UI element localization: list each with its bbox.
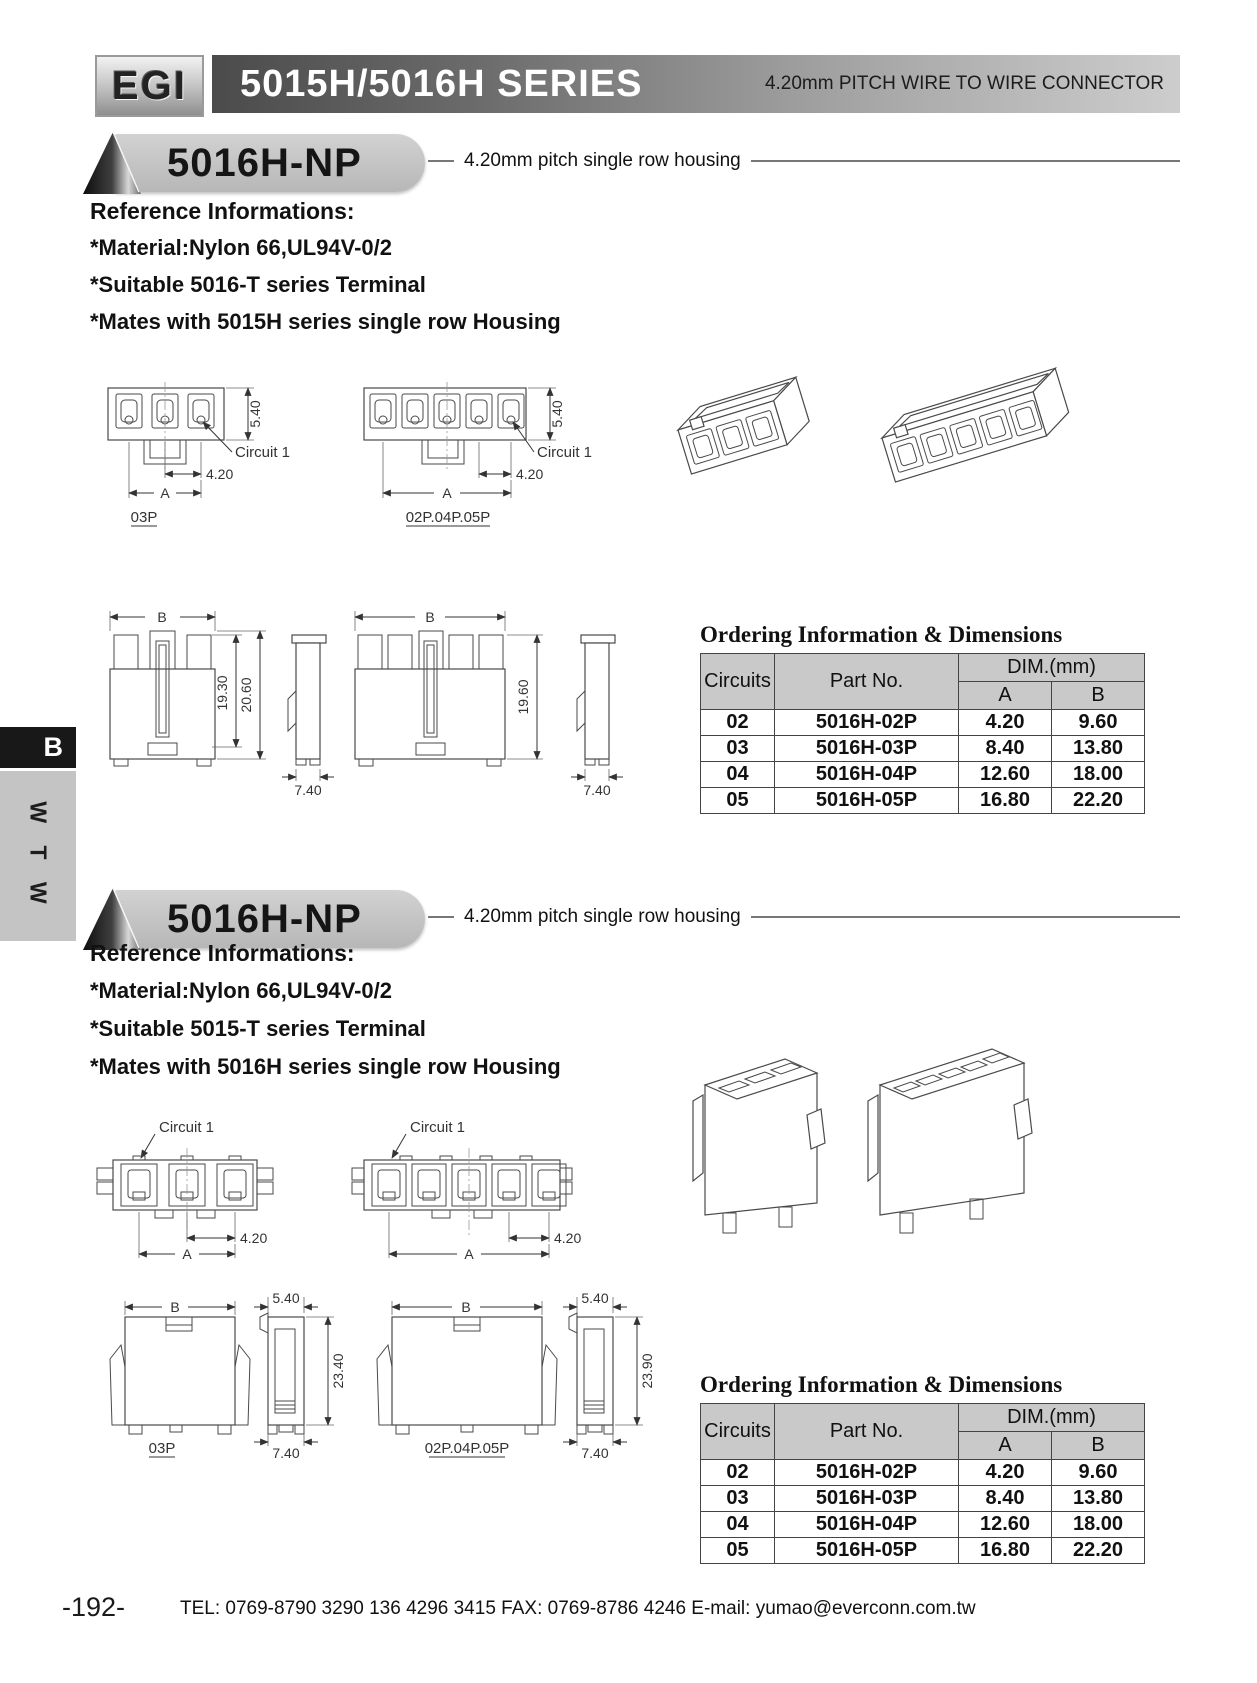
dim-b: B bbox=[425, 609, 435, 625]
col-dim: DIM.(mm) bbox=[959, 1404, 1145, 1432]
callout-line bbox=[428, 916, 454, 918]
cell-circuits: 03 bbox=[701, 1486, 775, 1512]
cell-circuits: 04 bbox=[701, 1512, 775, 1538]
section1-callout-text: 4.20mm pitch single row housing bbox=[464, 150, 741, 171]
logo-text: EGI bbox=[112, 63, 187, 108]
cell-circuits: 02 bbox=[701, 1460, 775, 1486]
section1-part-number: 5016H-NP bbox=[167, 140, 362, 185]
cell-b: 13.80 bbox=[1052, 1486, 1145, 1512]
dim-7-40: 7.40 bbox=[581, 1445, 609, 1461]
circuit1-label: Circuit 1 bbox=[159, 1119, 215, 1136]
cell-circuits: 05 bbox=[701, 1538, 775, 1564]
section2-ref-title: Reference Informations: bbox=[90, 940, 355, 966]
section2-part-number: 5016H-NP bbox=[167, 896, 362, 941]
table-row bbox=[701, 736, 1145, 762]
cell-b: 22.20 bbox=[1052, 1538, 1145, 1564]
cell-part: 5016H-05P bbox=[775, 1538, 959, 1564]
dim-4-20: 4.20 bbox=[240, 1230, 268, 1246]
col-b: B bbox=[1052, 1432, 1145, 1460]
col-circuits: Circuits bbox=[701, 1404, 775, 1460]
section1-badge bbox=[85, 132, 425, 194]
dim-5-40: 5.40 bbox=[247, 400, 263, 428]
col-dim: DIM.(mm) bbox=[959, 654, 1145, 682]
s1-top-side-view-multi bbox=[345, 595, 655, 813]
section2-callout-text: 4.20mm pitch single row housing bbox=[464, 906, 741, 927]
cell-part: 5016H-02P bbox=[775, 710, 959, 736]
section1-callout bbox=[428, 146, 1180, 176]
section1-ordering-table bbox=[700, 622, 1146, 814]
cell-circuits: 04 bbox=[701, 762, 775, 788]
cell-circuits: 02 bbox=[701, 710, 775, 736]
cone-icon bbox=[79, 130, 143, 196]
variant-label-03p: 03P bbox=[148, 1440, 176, 1457]
header-bar bbox=[212, 55, 1180, 113]
dim-19-60: 19.60 bbox=[515, 679, 531, 715]
cell-circuits: 03 bbox=[701, 736, 775, 762]
table-row bbox=[701, 710, 1145, 736]
sidebar-section-tab bbox=[0, 727, 76, 768]
dim-7-40: 7.40 bbox=[583, 782, 611, 798]
series-title: 5015H/5016H SERIES bbox=[240, 62, 643, 105]
table-row bbox=[701, 788, 1145, 814]
section1-ref-title: Reference Informations: bbox=[90, 198, 355, 224]
table-row bbox=[701, 1486, 1145, 1512]
dim-a: A bbox=[182, 1246, 192, 1262]
cell-b: 13.80 bbox=[1052, 736, 1145, 762]
section1-ref-mates: *Mates with 5015H series single row Housing bbox=[90, 309, 561, 334]
s2-iso-views bbox=[665, 1025, 1065, 1240]
dim-b: B bbox=[157, 609, 167, 625]
dim-20-60: 20.60 bbox=[238, 677, 254, 713]
cell-circuits: 05 bbox=[701, 788, 775, 814]
col-circuits: Circuits bbox=[701, 654, 775, 710]
col-part-no: Part No. bbox=[775, 1404, 959, 1460]
cell-b: 22.20 bbox=[1052, 788, 1145, 814]
cell-b: 18.00 bbox=[1052, 1512, 1145, 1538]
col-a: A bbox=[959, 682, 1052, 710]
callout-line bbox=[751, 916, 1180, 918]
cell-part: 5016H-05P bbox=[775, 788, 959, 814]
section2-callout bbox=[428, 902, 1180, 932]
cell-part: 5016H-03P bbox=[775, 1486, 959, 1512]
footer-contact: TEL: 0769-8790 3290 136 4296 3415 FAX: 0769-8786 4246 E-mail: yumao@everconn.com.tw bbox=[180, 1598, 976, 1619]
dim-19-30: 19.30 bbox=[214, 675, 230, 711]
section2-ref-suitable: *Suitable 5015-T series Terminal bbox=[90, 1016, 426, 1041]
dim-b: B bbox=[461, 1299, 471, 1315]
dim-23-90: 23.90 bbox=[639, 1353, 655, 1389]
dim-4-20: 4.20 bbox=[554, 1230, 582, 1246]
sidebar-section-letter: B bbox=[43, 732, 63, 762]
dim-b: B bbox=[170, 1299, 180, 1315]
cell-a: 8.40 bbox=[959, 736, 1052, 762]
page-number: -192- bbox=[62, 1592, 126, 1622]
circuit1-label: Circuit 1 bbox=[235, 444, 291, 461]
s2-front-view-multi bbox=[352, 1118, 617, 1266]
table-row bbox=[701, 1512, 1145, 1538]
col-b: B bbox=[1052, 682, 1145, 710]
dim-23-40: 23.40 bbox=[330, 1353, 346, 1389]
dim-5-40: 5.40 bbox=[272, 1290, 300, 1306]
cell-b: 18.00 bbox=[1052, 762, 1145, 788]
table-title: Ordering Information & Dimensions bbox=[700, 1372, 1063, 1397]
sidebar-category-box bbox=[0, 771, 76, 941]
section1-ref-material: *Material:Nylon 66,UL94V-0/2 bbox=[90, 235, 393, 260]
section2-ref-material: *Material:Nylon 66,UL94V-0/2 bbox=[90, 978, 393, 1003]
section2-ref-mates: *Mates with 5016H series single row Housing bbox=[90, 1054, 561, 1079]
cell-part: 5016H-03P bbox=[775, 736, 959, 762]
dim-4-20: 4.20 bbox=[206, 466, 234, 482]
dim-a: A bbox=[464, 1246, 474, 1262]
variant-label-multi: 02P.04P.05P bbox=[405, 509, 491, 526]
table-title: Ordering Information & Dimensions bbox=[700, 622, 1063, 647]
col-part-no: Part No. bbox=[775, 654, 959, 710]
cell-a: 16.80 bbox=[959, 1538, 1052, 1564]
cell-part: 5016H-04P bbox=[775, 1512, 959, 1538]
cell-a: 4.20 bbox=[959, 1460, 1052, 1486]
s1-front-view-multi bbox=[358, 382, 593, 534]
dim-4-20: 4.20 bbox=[516, 466, 544, 482]
table-row bbox=[701, 1460, 1145, 1486]
cell-a: 12.60 bbox=[959, 762, 1052, 788]
cell-part: 5016H-04P bbox=[775, 762, 959, 788]
s2-front-side-view-multi bbox=[372, 1289, 677, 1465]
dim-7-40: 7.40 bbox=[294, 782, 322, 798]
variant-label-03p: 03P bbox=[130, 509, 158, 526]
header-subtitle: 4.20mm PITCH WIRE TO WIRE CONNECTOR bbox=[764, 73, 1164, 94]
s1-front-view-03p bbox=[100, 382, 315, 534]
dim-a: A bbox=[160, 485, 170, 501]
table-row bbox=[701, 762, 1145, 788]
col-a: A bbox=[959, 1432, 1052, 1460]
section1-ref-suitable: *Suitable 5016-T series Terminal bbox=[90, 272, 426, 297]
dim-7-40: 7.40 bbox=[272, 1445, 300, 1461]
sidebar-category-label: W T W bbox=[25, 800, 52, 912]
cell-part: 5016H-02P bbox=[775, 1460, 959, 1486]
s1-top-side-view-03p bbox=[100, 595, 350, 813]
cell-a: 8.40 bbox=[959, 1486, 1052, 1512]
cell-b: 9.60 bbox=[1052, 710, 1145, 736]
cell-a: 16.80 bbox=[959, 788, 1052, 814]
circuit1-label: Circuit 1 bbox=[410, 1119, 466, 1136]
cell-a: 4.20 bbox=[959, 710, 1052, 736]
egi-logo bbox=[95, 55, 204, 117]
s2-front-side-view-03p bbox=[100, 1289, 360, 1465]
cell-b: 9.60 bbox=[1052, 1460, 1145, 1486]
s2-front-view-03p bbox=[95, 1118, 350, 1266]
callout-line bbox=[751, 160, 1180, 162]
dim-a: A bbox=[442, 485, 452, 501]
variant-label-multi: 02P.04P.05P bbox=[424, 1440, 510, 1457]
dim-5-40: 5.40 bbox=[581, 1290, 609, 1306]
circuit1-label: Circuit 1 bbox=[537, 444, 593, 461]
callout-line bbox=[428, 160, 454, 162]
dim-5-40: 5.40 bbox=[549, 400, 565, 428]
table-row bbox=[701, 1538, 1145, 1564]
s1-iso-views bbox=[660, 372, 1090, 537]
cell-a: 12.60 bbox=[959, 1512, 1052, 1538]
section2-ordering-table bbox=[700, 1372, 1146, 1564]
